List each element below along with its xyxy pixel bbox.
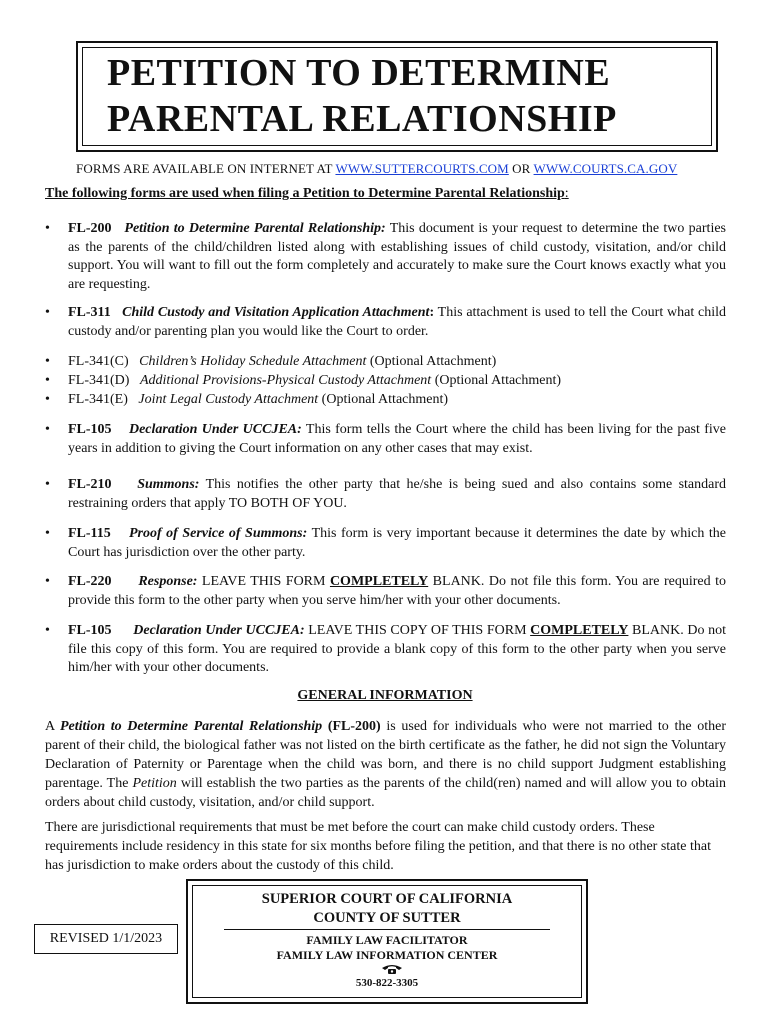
form-description: (Optional Attachment): [318, 392, 449, 407]
bullet-icon: •: [45, 526, 50, 541]
bullet-icon: •: [45, 422, 50, 437]
page-title-line-2: PARENTAL RELATIONSHIP: [107, 98, 617, 140]
county-name: COUNTY OF SUTTER: [313, 910, 461, 926]
form-code: FL-220: [68, 574, 112, 589]
form-code: FL-341(E): [68, 392, 128, 407]
form-description-a: LEAVE THIS COPY OF THIS FORM: [304, 623, 531, 638]
completely-emphasis: COMPLETELY: [329, 574, 429, 589]
form-description: This form tells the Court where the child has been living for the past five years in addition to giving the Court information on any other cases that may exist.: [68, 422, 727, 456]
form-title: Summons:: [137, 477, 200, 492]
form-description-b: BLANK. Do not file this form. You are required to provide this form to the other party when you serve him/her with your other documents.: [68, 574, 726, 608]
forms-intro-heading: [45, 186, 569, 202]
forms-intro-text: The following forms are used when filing a Petition to Determine Parental Relationship: [45, 186, 565, 201]
list-item-fl115: [45, 525, 726, 562]
courts-ca-gov-link[interactable]: WWW.COURTS.CA.GOV: [533, 161, 678, 176]
telephone-icon: [381, 963, 403, 975]
list-item-fl341c: [45, 353, 726, 372]
form-title: Children’s Holiday Schedule Attachment: [139, 354, 367, 369]
form-description: This document is your request to determine the two parties as the parents of the child/children listed along with establishing issues of child custody, visitation, and/or child support. You will want to fill out the form completely and accurately to make sure the Court knows exactly what you are requesting.: [68, 221, 727, 292]
list-item-fl220: [45, 573, 726, 610]
form-title: Child Custody and Visitation Application Attachment: [122, 305, 430, 320]
suttercourts-link[interactable]: WWW.SUTTERCOURTS.COM: [335, 161, 509, 176]
bullet-icon: •: [45, 305, 50, 320]
form-title: Joint Legal Custody Attachment: [138, 392, 319, 407]
general-paragraph-2: There are jurisdictional requirements that must be met before the court can make child custody orders. These requirements include residency in this state for six months before filing the petition, and that there is no other state that has jurisdiction to make orders about the custody of this child.: [45, 820, 711, 873]
form-description: This attachment is used to tell the Court what child custody and/or parenting plan you would like the Court to order.: [68, 305, 726, 339]
forms-line-prefix: FORMS ARE AVAILABLE ON INTERNET AT: [76, 161, 336, 176]
form-code: FL-341(D): [68, 373, 130, 388]
list-item-fl341d: [45, 372, 726, 391]
form-title: Petition to Determine Parental Relationship:: [124, 221, 386, 236]
form-description: (Optional Attachment): [431, 373, 562, 388]
form-description: This form is very important because it determines the date by which the Court has jurisdiction over the other party.: [68, 526, 727, 560]
form-title: Declaration Under UCCJEA:: [128, 422, 302, 437]
list-item-fl311: [45, 304, 726, 341]
forms-intro-colon: :: [564, 186, 569, 201]
form-title: Declaration Under UCCJEA:: [133, 623, 305, 638]
form-code: FL-210: [68, 477, 112, 492]
revised-date-box: REVISED 1/1/2023: [34, 924, 178, 954]
phone-number: 530-822-3305: [355, 977, 419, 989]
list-item-fl105-declaration: [45, 421, 726, 458]
list-item-fl210: [45, 476, 726, 513]
form-code: FL-311: [68, 305, 111, 320]
form-title: Proof of Service of Summons:: [128, 526, 308, 541]
bullet-icon: •: [45, 392, 50, 407]
completely-emphasis: COMPLETELY: [530, 623, 629, 638]
page-title-line-1: PETITION TO DETERMINE: [107, 52, 611, 94]
form-description-b: BLANK. Do not file this copy of this form. You are required to provide a blank copy of this form to the other party when you serve him/her with your other documents.: [68, 623, 726, 675]
bullet-icon: •: [45, 373, 50, 388]
forms-line-or: OR: [508, 161, 534, 176]
general-information-heading: GENERAL INFORMATION: [297, 688, 473, 703]
form-description: (Optional Attachment): [366, 354, 497, 369]
bullet-icon: •: [45, 574, 50, 589]
court-name: SUPERIOR COURT OF CALIFORNIA: [261, 891, 513, 907]
form-code: FL-341(C): [68, 354, 129, 369]
bullet-icon: •: [45, 623, 50, 638]
petition-title: Petition to Determine Parental Relationship: [60, 719, 323, 734]
petition-word: Petition: [132, 776, 177, 791]
form-description-a: LEAVE THIS FORM: [197, 574, 330, 589]
title-box: [76, 41, 718, 152]
form-code: FL-105: [68, 623, 112, 638]
form-title: Response:: [138, 574, 198, 589]
list-item-fl105-copy: [45, 622, 726, 678]
form-title: Additional Provisions-Physical Custody Attachment: [139, 373, 432, 388]
information-center-label: FAMILY LAW INFORMATION CENTER: [276, 948, 498, 962]
petition-code: (FL-200): [327, 719, 381, 734]
bullet-icon: •: [45, 477, 50, 492]
facilitator-label: FAMILY LAW FACILITATOR: [306, 933, 468, 947]
list-item-fl200: [45, 220, 726, 294]
list-item-fl341e: [45, 391, 726, 410]
bullet-icon: •: [45, 354, 50, 369]
form-code: FL-200: [68, 221, 112, 236]
form-description: This notifies the other party that he/she is being sued and also contains some standard restraining orders that apply TO BOTH OF YOU.: [68, 477, 727, 511]
form-code: FL-105: [68, 422, 112, 437]
para1-text-c: will establish the two parties as the parents of the child(ren) named and will allow you to obtain orders about child custody, visitation, and/or child support.: [45, 776, 726, 810]
form-code: FL-115: [68, 526, 111, 541]
court-contact-box: [186, 879, 588, 1004]
bullet-icon: •: [45, 221, 50, 236]
court-divider: [224, 929, 550, 930]
para1-text-a: A: [45, 719, 60, 734]
forms-availability-line: [76, 160, 677, 178]
para1-text-b: is used for individuals who were not married to the other parent of their child, the biological father was not listed on the birth certificate as the father, he did not sign the Voluntary Declaration of Paternity or Parentage when the child was born, and there is no child support Judgment establishing parentage. The: [45, 719, 726, 791]
general-paragraph-1: [45, 717, 726, 812]
form-title-colon: :: [429, 305, 435, 320]
